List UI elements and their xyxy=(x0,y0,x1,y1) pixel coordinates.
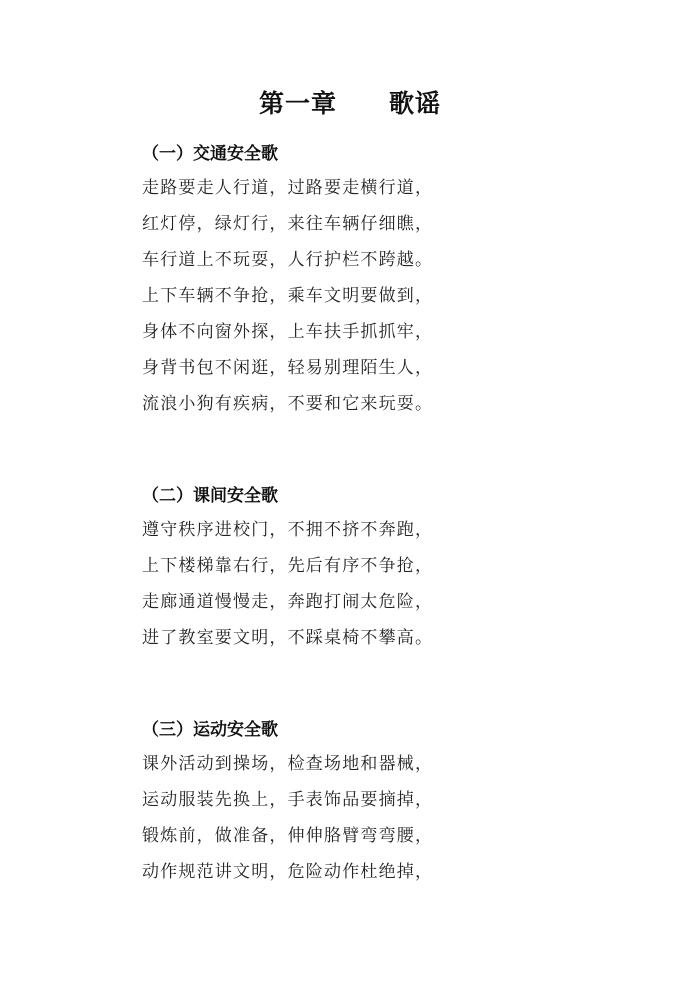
verse-line: 上下楼梯靠右行，先后有序不争抢， xyxy=(142,556,434,576)
section-heading: （二）课间安全歌 xyxy=(142,486,278,506)
verse-list xyxy=(142,516,562,660)
verse-line: 锻炼前，做准备，伸伸胳臂弯弯腰， xyxy=(142,826,434,846)
chapter-title: 第一章 歌谣 xyxy=(258,89,441,118)
section-traffic-safety-song xyxy=(142,142,562,426)
verse-line: 遵守秩序进校门，不拥不挤不奔跑， xyxy=(142,520,434,540)
section-heading: （三）运动安全歌 xyxy=(142,720,278,740)
verse-line: 走廊通道慢慢走，奔跑打闹太危险， xyxy=(142,592,434,612)
verse-line: 走路要走人行道，过路要走横行道， xyxy=(142,178,434,198)
verse-line: 流浪小狗有疾病，不要和它来玩耍。 xyxy=(142,394,434,414)
verse-list xyxy=(142,174,562,426)
verse-line: 身体不向窗外探，上车扶手抓抓牢， xyxy=(142,322,434,342)
section-heading: （一）交通安全歌 xyxy=(142,144,278,164)
verse-line: 上下车辆不争抢，乘车文明要做到， xyxy=(142,286,434,306)
verse-list xyxy=(142,750,562,894)
verse-line: 身背书包不闲逛，轻易别理陌生人， xyxy=(142,358,434,378)
verse-line: 课外活动到操场，检查场地和器械， xyxy=(142,754,434,774)
verse-line: 进了教室要文明，不踩桌椅不攀高。 xyxy=(142,628,434,648)
verse-line: 运动服装先换上，手表饰品要摘掉， xyxy=(142,790,434,810)
verse-line: 动作规范讲文明，危险动作杜绝掉， xyxy=(142,862,434,882)
verse-line: 红灯停，绿灯行，来往车辆仔细瞧， xyxy=(142,214,434,234)
verse-line: 车行道上不玩耍，人行护栏不跨越。 xyxy=(142,250,434,270)
section-sports-safety-song xyxy=(142,718,562,894)
section-recess-safety-song xyxy=(142,484,562,660)
